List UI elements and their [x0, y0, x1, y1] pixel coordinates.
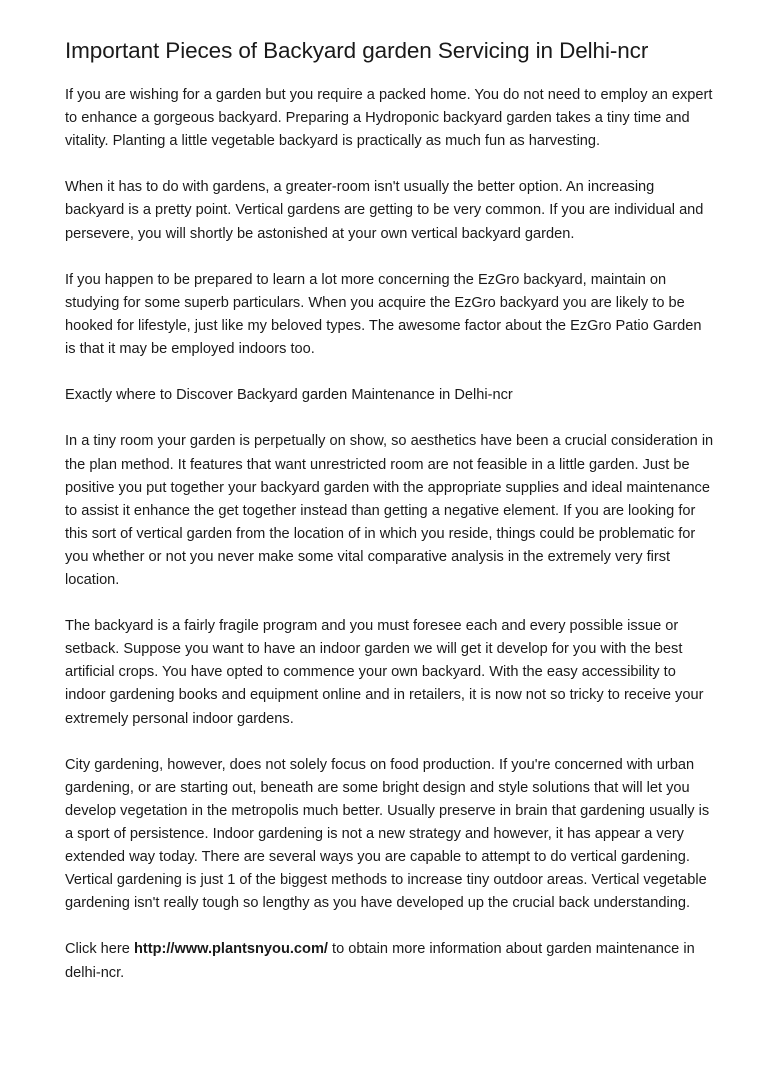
paragraph: If you happen to be prepared to learn a lot more concerning the EzGro backyard, maintain on studying for some superb particulars. When you acquire the EzGro backyard you are likely to be hooked for lifestyle, just like my beloved types. The awesome factor about the EzGro Patio Garden is that it may be employed indoors too.	[65, 271, 702, 358]
closing-prefix: Click here	[65, 941, 134, 958]
paragraph: If you are wishing for a garden but you require a packed home. You do not need to employ an expert to enhance a gorgeous backyard. Preparing a Hydroponic backyard garden takes a tiny time and vitality. Planting a little vegetable backyard is practically as much fun as harvesting.	[65, 87, 713, 150]
paragraph: In a tiny room your garden is perpetually on show, so aesthetics have been a crucial consideration in the plan method. It features that want unrestricted room are not feasible in a little garden. Just be positive you put together your backyard garden with the appropriate supplies and ideal maintenance to assist it enhance the get together instead than getting a negative element. If you are looking for this sort of vertical garden from the location of in which you reside, things could be problematic for you whether or not you never make some vital comparative analysis in the extremely very first location.	[65, 433, 714, 588]
plantsnyou-link[interactable]: http://www.plantsnyou.com/	[133, 941, 328, 958]
document-title: Important Pieces of Backyard garden Servicing in Delhi-ncr	[65, 38, 649, 63]
section-heading: Exactly where to Discover Backyard garden Maintenance in Delhi-ncr	[65, 387, 513, 404]
paragraph: The backyard is a fairly fragile program and you must foresee each and every possible issue or setback. Suppose you want to have an indoor garden we will get it develop for you with the best artificial crops. You have opted to commence your own backyard. With the easy accessibility to indoor gardening books and equipment online and in retailers, it is now not so tricky to receive your extremely personal indoor gardens.	[65, 618, 704, 727]
paragraph: City gardening, however, does not solely focus on food production. If you're concerned with urban gardening, or are starting out, beneath are some bright design and style solutions that will let you develop vegetation in the metropolis much better. Usually preserve in brain that gardening usually is a sport of persistence. Indoor gardening is not a new strategy and however, it has appear a very extended way today. There are several ways you are capable to attempt to do vertical gardening. Vertical gardening is just 1 of the biggest methods to increase tiny outdoor areas. Vertical vegetable gardening isn't really tough so lengthy as you have developed up the crucial back understanding.	[65, 756, 710, 912]
closing-paragraph	[65, 938, 715, 984]
document-page	[65, 36, 715, 985]
closing-suffix: to obtain more information about garden maintenance in delhi-ncr.	[65, 941, 695, 981]
paragraph: When it has to do with gardens, a greater-room isn't usually the better option. An increasing backyard is a pretty point. Vertical gardens are getting to be very common. If you are individual and persevere, you will shortly be astonished at your own vertical backyard garden.	[65, 179, 704, 242]
